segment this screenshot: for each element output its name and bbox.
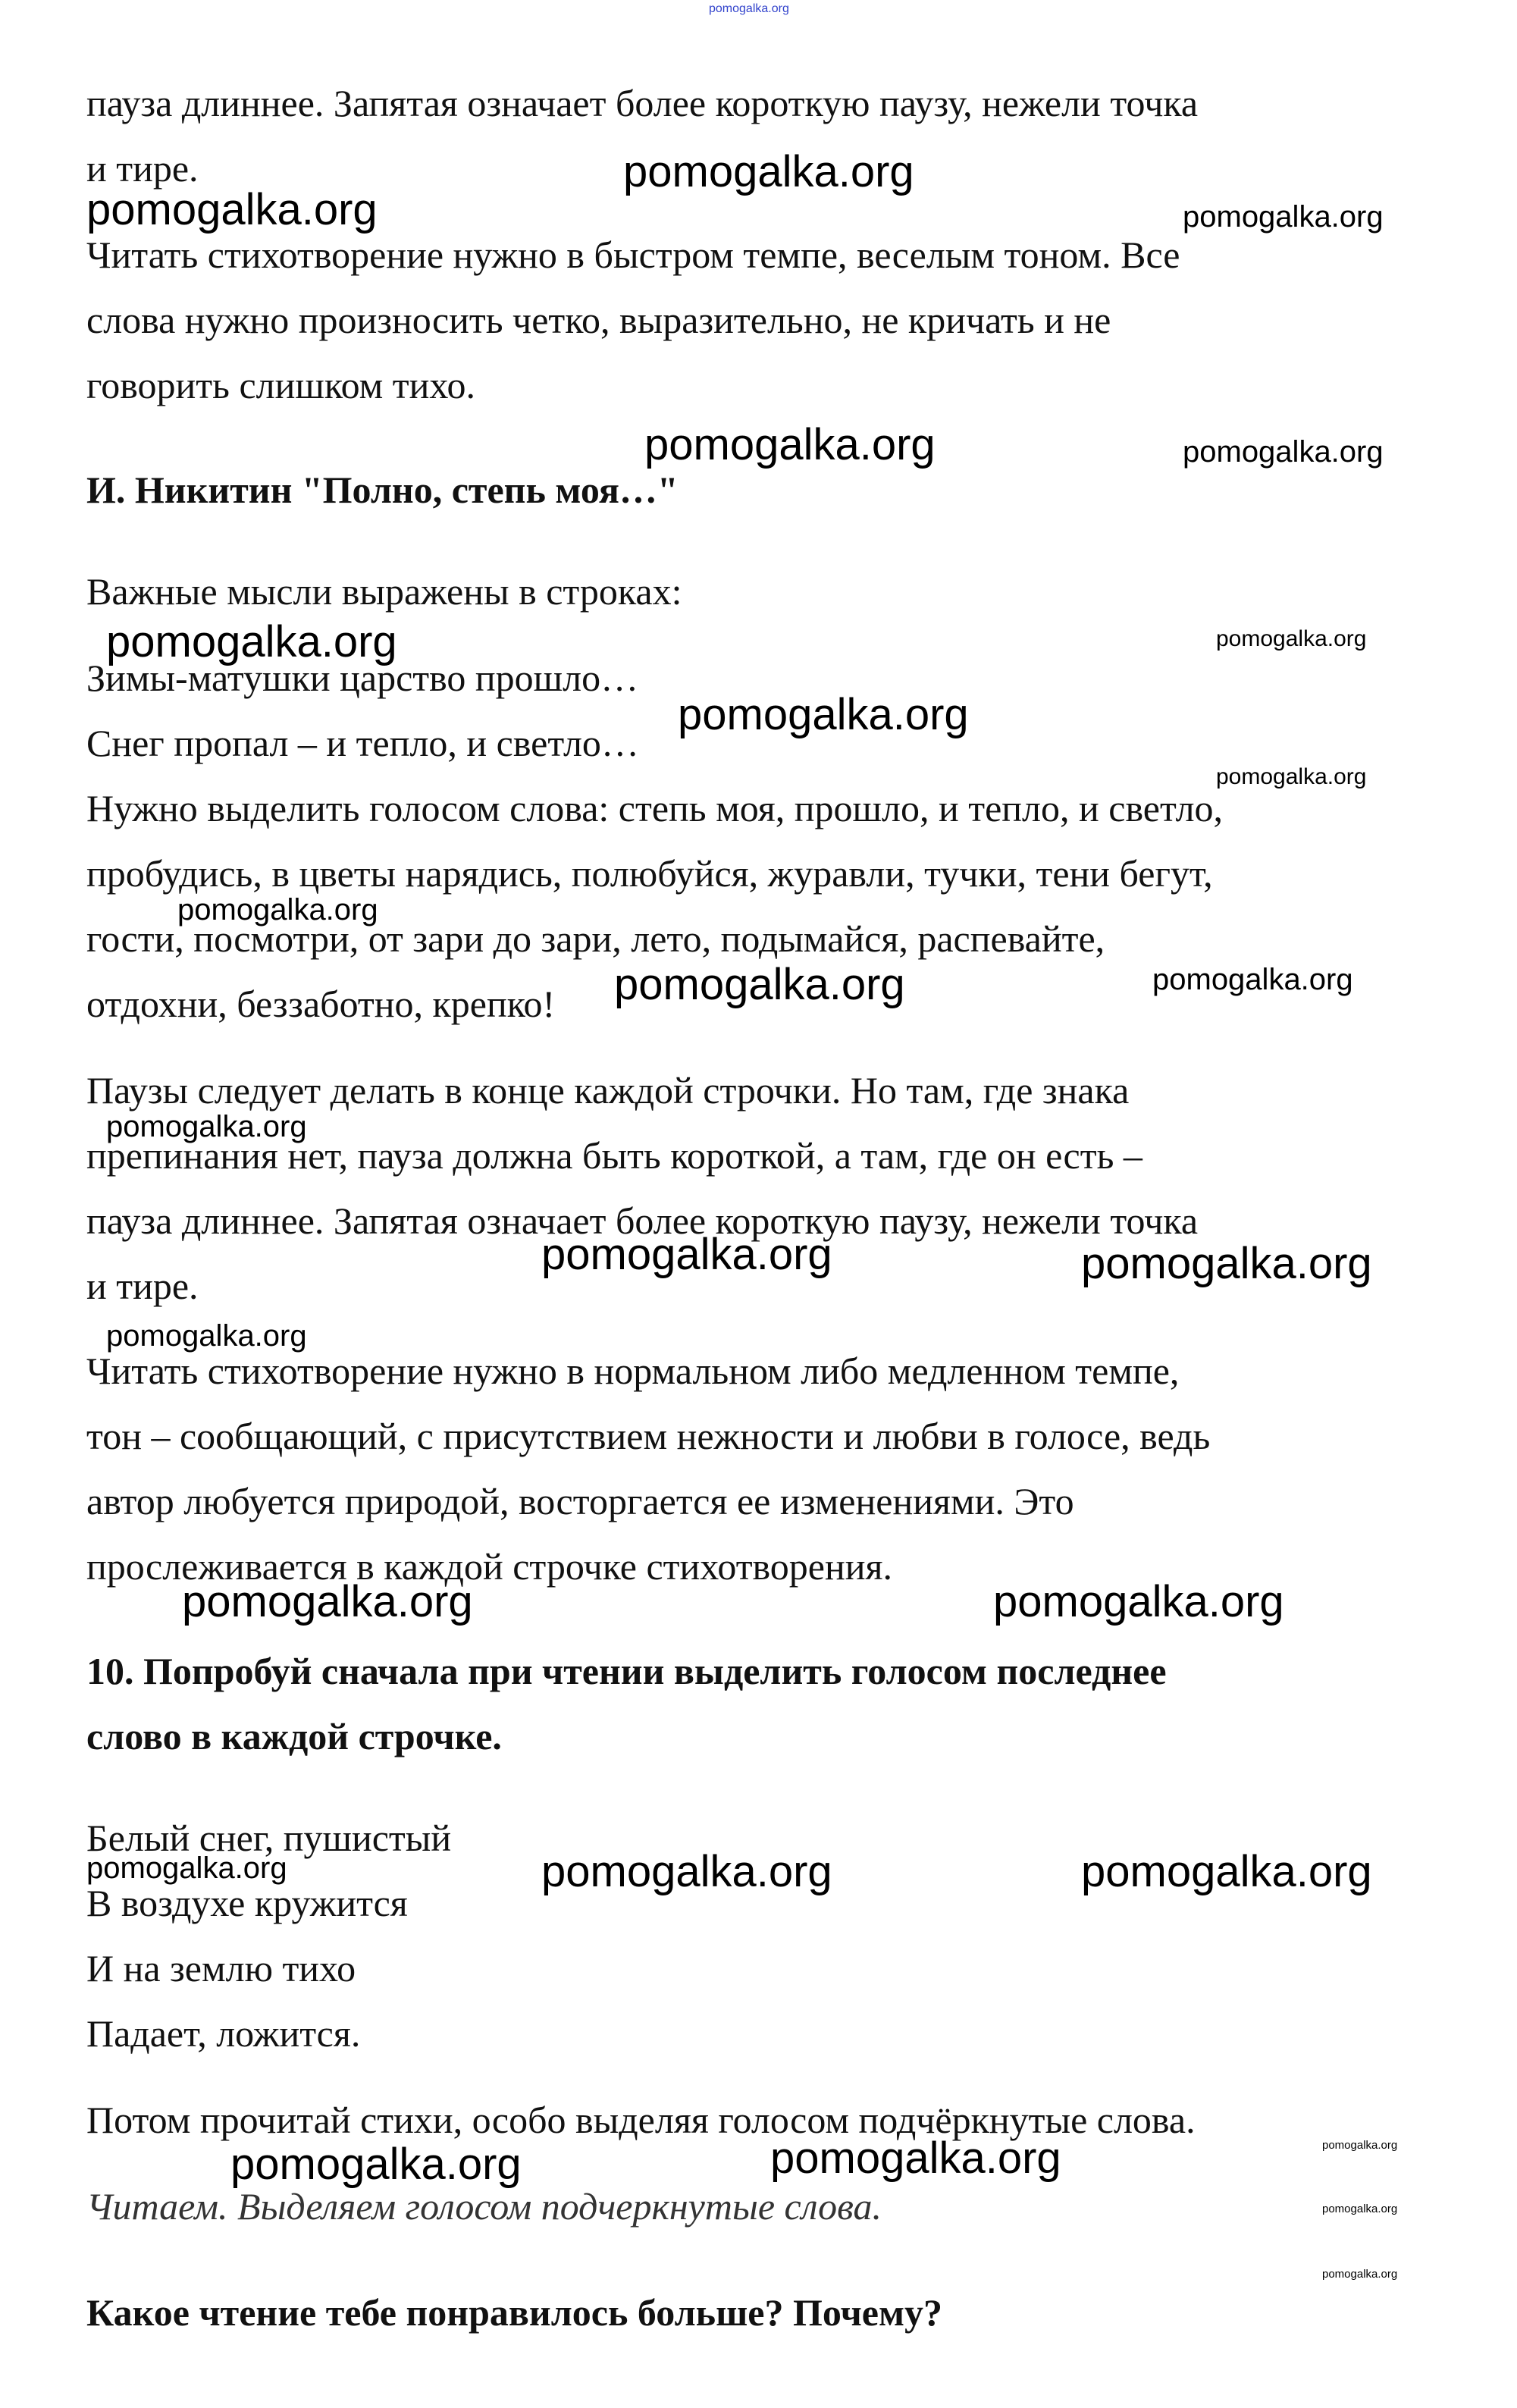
- paragraph-line: и тире.: [86, 147, 199, 190]
- watermark: pomogalka.org: [1183, 200, 1384, 234]
- watermark: pomogalka.org: [1081, 1239, 1372, 1288]
- paragraph-line: пауза длиннее. Запятая означает более короткую паузу, нежели точка: [86, 82, 1199, 124]
- watermark: pomogalka.org: [230, 2140, 522, 2189]
- paragraph-line: автор любуется природой, восторгается ее изменениями. Это: [86, 1480, 1074, 1522]
- watermark: pomogalka.org: [1322, 2139, 1398, 2152]
- watermark: pomogalka.org: [1183, 435, 1384, 469]
- poem-line: В воздухе кружится: [86, 1882, 408, 1924]
- poem-line: И на землю тихо: [86, 1947, 356, 1989]
- paragraph-line: Читать стихотворение нужно в нормальном либо медленном темпе,: [86, 1350, 1180, 1392]
- watermark: pomogalka.org: [86, 185, 378, 234]
- watermark: pomogalka.org: [541, 1230, 832, 1279]
- watermark: pomogalka.org: [182, 1577, 473, 1626]
- poem-line: Падает, ложится.: [86, 2012, 361, 2055]
- watermark: pomogalka.org: [644, 420, 936, 469]
- watermark: pomogalka.org: [1322, 2203, 1398, 2215]
- poem-line: Снег пропал – и тепло, и светло…: [86, 722, 639, 764]
- watermark: pomogalka.org: [86, 1851, 287, 1885]
- watermark: pomogalka.org: [1322, 2268, 1398, 2281]
- paragraph-line: Читать стихотворение нужно в быстром темпе, веселым тоном. Все: [86, 234, 1180, 276]
- paragraph-line: отдохни, беззаботно, крепко!: [86, 983, 556, 1025]
- watermark: pomogalka.org: [1152, 963, 1353, 996]
- watermark: pomogalka.org: [993, 1577, 1284, 1626]
- paragraph-line: и тире.: [86, 1265, 199, 1307]
- watermark: pomogalka.org: [106, 1110, 307, 1143]
- task-heading: 10. Попробуй сначала при чтении выделить голосом последнее: [86, 1650, 1167, 1692]
- poem-line: Белый снег, пушистый: [86, 1817, 452, 1859]
- paragraph-line: тон – сообщающий, с присутствием нежности и любви в голосе, ведь: [86, 1415, 1211, 1457]
- answer-line: Читаем. Выделяем голосом подчеркнутые слова.: [86, 2185, 882, 2228]
- watermark: pomogalka.org: [106, 617, 397, 666]
- watermark: pomogalka.org: [1216, 626, 1367, 651]
- paragraph-line: Потом прочитай стихи, особо выделяя голосом подчёркнутые слова.: [86, 2099, 1196, 2141]
- watermark: pomogalka.org: [678, 690, 969, 739]
- section-heading: И. Никитин "Полно, степь моя…": [86, 469, 679, 511]
- paragraph-line: Нужно выделить голосом слова: степь моя, прошло, и тепло, и светло,: [86, 787, 1224, 829]
- watermark: pomogalka.org: [177, 893, 378, 927]
- question-heading: Какое чтение тебе понравилось больше? Почему?: [86, 2291, 943, 2334]
- paragraph-line: гости, посмотри, от зари до зари, лето, подымайся, распевайте,: [86, 917, 1105, 960]
- paragraph-line: Важные мысли выражены в строках:: [86, 570, 682, 613]
- paragraph-line: препинания нет, пауза должна быть короткой, а там, где он есть –: [86, 1134, 1142, 1177]
- paragraph-line: пробудись, в цветы нарядись, полюбуйся, журавли, тучки, тени бегут,: [86, 852, 1213, 895]
- watermark: pomogalka.org: [106, 1319, 307, 1353]
- poem-line: Зимы-матушки царство прошло…: [86, 657, 639, 699]
- watermark: pomogalka.org: [1216, 764, 1367, 789]
- watermark: pomogalka.org: [709, 2, 789, 15]
- paragraph-line: пауза длиннее. Запятая означает более короткую паузу, нежели точка: [86, 1199, 1199, 1242]
- watermark: pomogalka.org: [770, 2134, 1061, 2183]
- paragraph-line: Паузы следует делать в конце каждой строчки. Но там, где знака: [86, 1069, 1130, 1112]
- task-heading: слово в каждой строчке.: [86, 1715, 502, 1757]
- paragraph-line: слова нужно произносить четко, выразительно, не кричать и не: [86, 299, 1111, 341]
- watermark: pomogalka.org: [614, 960, 905, 1009]
- watermark: pomogalka.org: [541, 1847, 832, 1896]
- paragraph-line: говорить слишком тихо.: [86, 364, 475, 406]
- watermark: pomogalka.org: [623, 147, 914, 196]
- paragraph-line: прослеживается в каждой строчке стихотворения.: [86, 1545, 893, 1588]
- watermark: pomogalka.org: [1081, 1847, 1372, 1896]
